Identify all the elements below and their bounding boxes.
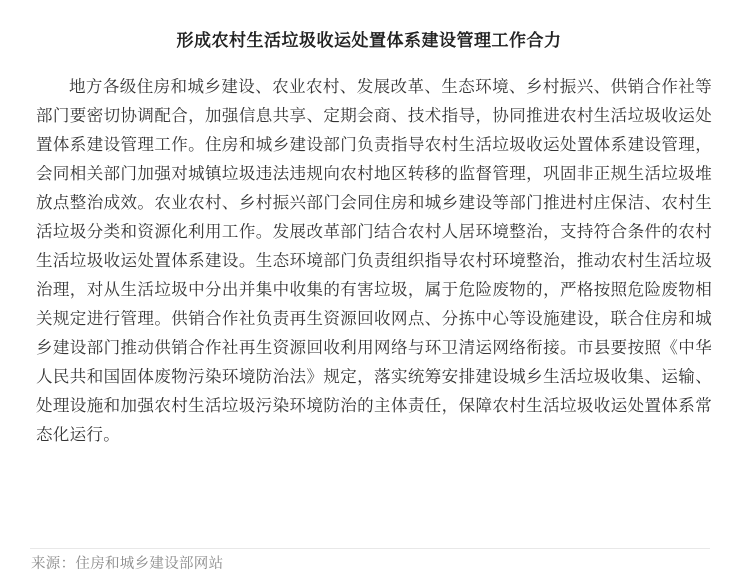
article-title: 形成农村生活垃圾收运处置体系建设管理工作合力 [176, 31, 562, 51]
source-divider [30, 548, 710, 549]
article-source: 来源：住房和城乡建设部网站 [31, 556, 224, 572]
article-body: 地方各级住房和城乡建设、农业农村、发展改革、生态环境、乡村振兴、供销合作社等部门要密切协调配合，加强信息共享、定期会商、技术指导，协同推进农村生活垃圾收运处置体系建设管理工作。住房和城乡建设部门负责指导农村生活垃圾收运处置体系建设管理，会同相关部门加强对城镇垃圾违法违规向农村地区转移的监督管理，巩固非正规生活垃圾堆放点整治成效。农业农村、乡村振兴部门会同住房和城乡建设等部门推进村庄保洁、农村生活垃圾分类和资源化利用工作。发展改革部门结合农村人居环境整治，支持符合条件的农村生活垃圾收运处置体系建设。生态环境部门负责组织指导农村环境整治，推动农村生活垃圾治理，对从生活垃圾中分出并集中收集的有害垃圾，属于危险废物的，严格按照危险废物相关规定进行管理。供销合作社负责再生资源回收网点、分拣中心等设施建设，联合住房和城乡建设部门推动供销合作社再生资源回收利用网络与环卫清运网络衔接。市县要按照《中华人民共和国固体废物污染环境防治法》规定，落实统筹安排建设城乡生活垃圾收集、运输、处理设施和加强农村生活垃圾污染环境防治的主体责任，保障农村生活垃圾收运处置体系常态化运行。 [36, 77, 712, 444]
